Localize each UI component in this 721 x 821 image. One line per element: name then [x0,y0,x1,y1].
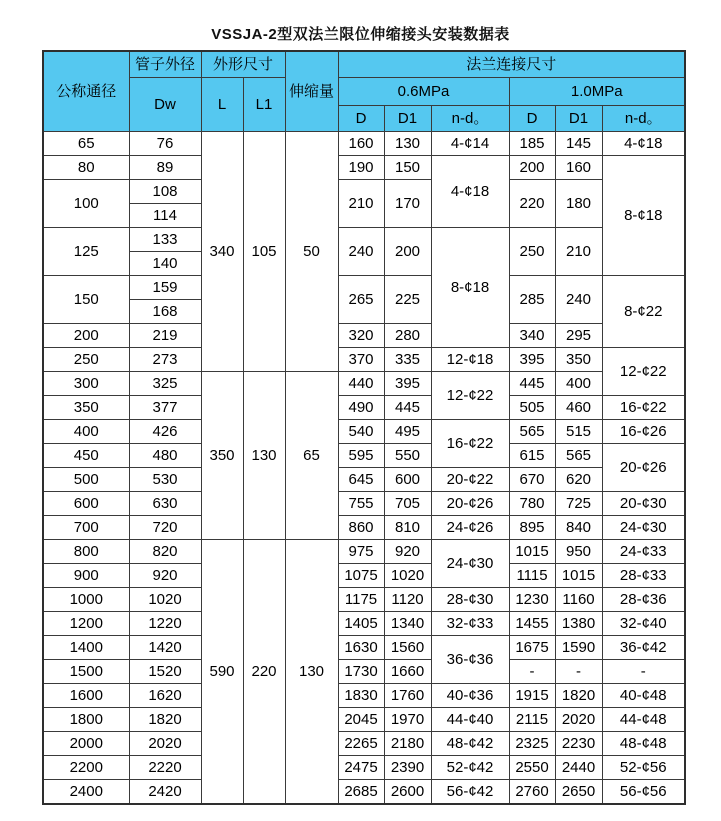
table-cell: 1075 [338,564,384,588]
table-cell: 615 [509,444,555,468]
table-cell: 200 [43,324,129,348]
table-cell: 600 [43,492,129,516]
table-cell: 159 [129,276,201,300]
table-cell: 12-¢18 [431,348,509,372]
table-cell: 565 [555,444,602,468]
table-cell: 620 [555,468,602,492]
table-cell: 295 [555,324,602,348]
table-row [43,612,685,636]
table-cell: 56-¢56 [602,780,685,805]
table-row [43,732,685,756]
table-cell: 4-¢14 [431,132,509,156]
table-cell: 2760 [509,780,555,805]
header-dw: Dw [129,78,201,132]
table-cell: 20-¢30 [602,492,685,516]
table-cell: 125 [43,228,129,276]
table-cell: 160 [555,156,602,180]
table-cell: 445 [384,396,431,420]
table-cell: 185 [509,132,555,156]
table-cell: 1120 [384,588,431,612]
table-cell: 400 [555,372,602,396]
table-row [43,660,685,684]
table-cell: 2325 [509,732,555,756]
table-cell: 80 [43,156,129,180]
table-cell: 2045 [338,708,384,732]
table-cell: 445 [509,372,555,396]
table-cell: 16-¢26 [602,420,685,444]
table-cell: 1660 [384,660,431,684]
table-cell: 52-¢42 [431,756,509,780]
table-cell: 250 [43,348,129,372]
table-cell: 350 [555,348,602,372]
header-d-10: D [509,106,555,132]
table-cell: 4-¢18 [602,132,685,156]
table-cell: 720 [129,516,201,540]
table-cell: 130 [384,132,431,156]
table-cell: 2180 [384,732,431,756]
table-cell: 1830 [338,684,384,708]
table-cell: 12-¢22 [602,348,685,396]
table-cell: 320 [338,324,384,348]
table-cell: 377 [129,396,201,420]
header-d1-10: D1 [555,106,602,132]
table-cell: 595 [338,444,384,468]
header-10mpa: 1.0MPa [509,78,685,106]
table-cell: 530 [129,468,201,492]
table-cell: 145 [555,132,602,156]
table-row [43,396,685,420]
table-cell: 1380 [555,612,602,636]
table-cell: 16-¢22 [431,420,509,468]
table-cell: 540 [338,420,384,444]
table-cell: 2230 [555,732,602,756]
table-cell: 1230 [509,588,555,612]
table-cell: 505 [509,396,555,420]
table-cell: 395 [384,372,431,396]
table-cell: 800 [43,540,129,564]
table-cell: 645 [338,468,384,492]
table-cell: 285 [509,276,555,324]
table-row [43,780,685,805]
table-cell: 40-¢48 [602,684,685,708]
table-cell: 975 [338,540,384,564]
table-cell: 340 [509,324,555,348]
table-cell: 450 [43,444,129,468]
table-cell: 100 [43,180,129,228]
table-cell: 65 [43,132,129,156]
table-cell: 225 [384,276,431,324]
table-cell: 24-¢30 [431,540,509,588]
table-row [43,468,685,492]
table-cell: - [555,660,602,684]
table-cell: 160 [338,132,384,156]
table-cell: 1340 [384,612,431,636]
table-cell: 1970 [384,708,431,732]
header-nd-06: n-d。 [431,106,509,132]
table-cell: 860 [338,516,384,540]
table-cell: 350 [201,372,243,540]
table-row [43,540,685,564]
table-cell: 20-¢26 [602,444,685,492]
table-cell: 1405 [338,612,384,636]
table-cell: 490 [338,396,384,420]
table-cell: 190 [338,156,384,180]
header-row-2 [43,78,685,106]
table-cell: 895 [509,516,555,540]
table-cell: 1500 [43,660,129,684]
table-row [43,516,685,540]
table-cell: 250 [509,228,555,276]
table-cell: 705 [384,492,431,516]
table-row [43,444,685,468]
table-cell: 170 [384,180,431,228]
table-cell: 920 [129,564,201,588]
header-L: L [201,78,243,132]
table-cell: 150 [384,156,431,180]
table-cell: 325 [129,372,201,396]
table-cell: 2020 [555,708,602,732]
table-cell: 20-¢26 [431,492,509,516]
table-row [43,276,685,300]
table-cell: 2265 [338,732,384,756]
table-cell: 2650 [555,780,602,805]
table-cell: 273 [129,348,201,372]
table-cell: 460 [555,396,602,420]
table-cell: 350 [43,396,129,420]
table-cell: 630 [129,492,201,516]
table-cell: 2115 [509,708,555,732]
table-cell: 1020 [384,564,431,588]
table-cell: 240 [338,228,384,276]
table-cell: 1220 [129,612,201,636]
table-cell: 725 [555,492,602,516]
table-cell: 219 [129,324,201,348]
table-cell: 755 [338,492,384,516]
table-cell: 2420 [129,780,201,805]
table-cell: 700 [43,516,129,540]
table-cell: 8-¢18 [602,156,685,276]
table-cell: 590 [201,540,243,805]
table-cell: 130 [285,540,338,805]
table-cell: 220 [243,540,285,805]
table-cell: 24-¢26 [431,516,509,540]
table-row [43,684,685,708]
table-cell: 1420 [129,636,201,660]
table-cell: 670 [509,468,555,492]
table-cell: 2550 [509,756,555,780]
table-cell: 440 [338,372,384,396]
table-cell: 300 [43,372,129,396]
table-cell: 2000 [43,732,129,756]
table-cell: 2600 [384,780,431,805]
table-cell: 950 [555,540,602,564]
table-cell: 500 [43,468,129,492]
table-row [43,636,685,660]
table-cell: 1590 [555,636,602,660]
table-cell: 265 [338,276,384,324]
table-cell: 105 [243,132,285,372]
table-cell: 56-¢42 [431,780,509,805]
header-nd-10: n-d。 [602,106,685,132]
table-cell: 480 [129,444,201,468]
table-cell: 1015 [509,540,555,564]
table-cell: 44-¢48 [602,708,685,732]
table-cell: - [509,660,555,684]
table-cell: 335 [384,348,431,372]
table-cell: 24-¢30 [602,516,685,540]
header-flange-dims: 法兰连接尺寸 [338,51,685,78]
table-cell: 32-¢40 [602,612,685,636]
table-row [43,588,685,612]
table-cell: 1175 [338,588,384,612]
table-cell: 1200 [43,612,129,636]
table-cell: 1015 [555,564,602,588]
table-row [43,180,685,204]
table-cell: 1820 [129,708,201,732]
table-cell: 240 [555,276,602,324]
table-cell: 1000 [43,588,129,612]
table-cell: 565 [509,420,555,444]
table-cell: 114 [129,204,201,228]
table-cell: 2390 [384,756,431,780]
table-cell: 1630 [338,636,384,660]
table-cell: 1760 [384,684,431,708]
header-06mpa: 0.6MPa [338,78,509,106]
table-cell: 40-¢36 [431,684,509,708]
table-row [43,132,685,156]
table-cell: 168 [129,300,201,324]
table-cell: 2440 [555,756,602,780]
table-cell: 12-¢22 [431,372,509,420]
table-cell: 515 [555,420,602,444]
table-cell: 495 [384,420,431,444]
table-cell: 2200 [43,756,129,780]
table-cell: 2685 [338,780,384,805]
table-cell: 1620 [129,684,201,708]
table-row [43,564,685,588]
table-cell: 820 [129,540,201,564]
table-cell: 36-¢42 [602,636,685,660]
table-cell: 2475 [338,756,384,780]
table-cell: 220 [509,180,555,228]
table-cell: 426 [129,420,201,444]
table-row [43,348,685,372]
table-cell: 200 [509,156,555,180]
table-cell: 44-¢40 [431,708,509,732]
table-cell: 780 [509,492,555,516]
spec-table [42,50,686,805]
header-L1: L1 [243,78,285,132]
table-cell: 32-¢33 [431,612,509,636]
table-cell: 4-¢18 [431,156,509,228]
table-cell: 340 [201,132,243,372]
table-cell: 550 [384,444,431,468]
table-row [43,492,685,516]
table-row [43,228,685,252]
table-cell: 180 [555,180,602,228]
table-cell: 200 [384,228,431,276]
table-cell: 2220 [129,756,201,780]
table-cell: 24-¢33 [602,540,685,564]
table-cell: 8-¢18 [431,228,509,348]
table-cell: 1730 [338,660,384,684]
table-cell: 65 [285,372,338,540]
table-cell: 89 [129,156,201,180]
table-cell: 1520 [129,660,201,684]
table-cell: 8-¢22 [602,276,685,348]
table-cell: 1675 [509,636,555,660]
table-cell: 1800 [43,708,129,732]
table-cell: 1560 [384,636,431,660]
table-cell: 210 [555,228,602,276]
table-cell: 150 [43,276,129,324]
page-title: VSSJA-2型双法兰限位伸缩接头安装数据表 [211,26,510,43]
table-cell: 52-¢56 [602,756,685,780]
table-row [43,420,685,444]
table-row [43,372,685,396]
table-cell: 1455 [509,612,555,636]
table-cell: 920 [384,540,431,564]
table-cell: 210 [338,180,384,228]
header-overall-dims: 外形尺寸 [201,51,285,78]
table-cell: 133 [129,228,201,252]
table-body [43,132,685,805]
table-cell: 140 [129,252,201,276]
table-cell: 28-¢30 [431,588,509,612]
table-cell: 108 [129,180,201,204]
header-d-06: D [338,106,384,132]
header-pipe-od: 管子外径 [129,51,201,78]
table-cell: 48-¢42 [431,732,509,756]
header-row-1 [43,51,685,78]
table-cell: 16-¢22 [602,396,685,420]
table-cell: - [602,660,685,684]
table-row [43,156,685,180]
table-row [43,756,685,780]
table-row [43,708,685,732]
table-header [43,51,685,132]
table-cell: 1400 [43,636,129,660]
table-cell: 840 [555,516,602,540]
table-cell: 20-¢22 [431,468,509,492]
table-cell: 130 [243,372,285,540]
table-cell: 1020 [129,588,201,612]
table-cell: 280 [384,324,431,348]
table-row [43,324,685,348]
table-cell: 36-¢36 [431,636,509,684]
table-cell: 1820 [555,684,602,708]
header-d1-06: D1 [384,106,431,132]
header-nominal-diameter: 公称通径 [43,51,129,132]
table-cell: 370 [338,348,384,372]
table-cell: 2400 [43,780,129,805]
table-cell: 1915 [509,684,555,708]
header-expansion: 伸缩量 [285,51,338,132]
table-cell: 28-¢33 [602,564,685,588]
table-cell: 1160 [555,588,602,612]
table-cell: 395 [509,348,555,372]
table-cell: 900 [43,564,129,588]
table-cell: 76 [129,132,201,156]
table-cell: 1600 [43,684,129,708]
table-cell: 50 [285,132,338,372]
table-cell: 2020 [129,732,201,756]
table-cell: 1115 [509,564,555,588]
table-cell: 600 [384,468,431,492]
table-cell: 400 [43,420,129,444]
table-cell: 28-¢36 [602,588,685,612]
table-cell: 48-¢48 [602,732,685,756]
table-cell: 810 [384,516,431,540]
